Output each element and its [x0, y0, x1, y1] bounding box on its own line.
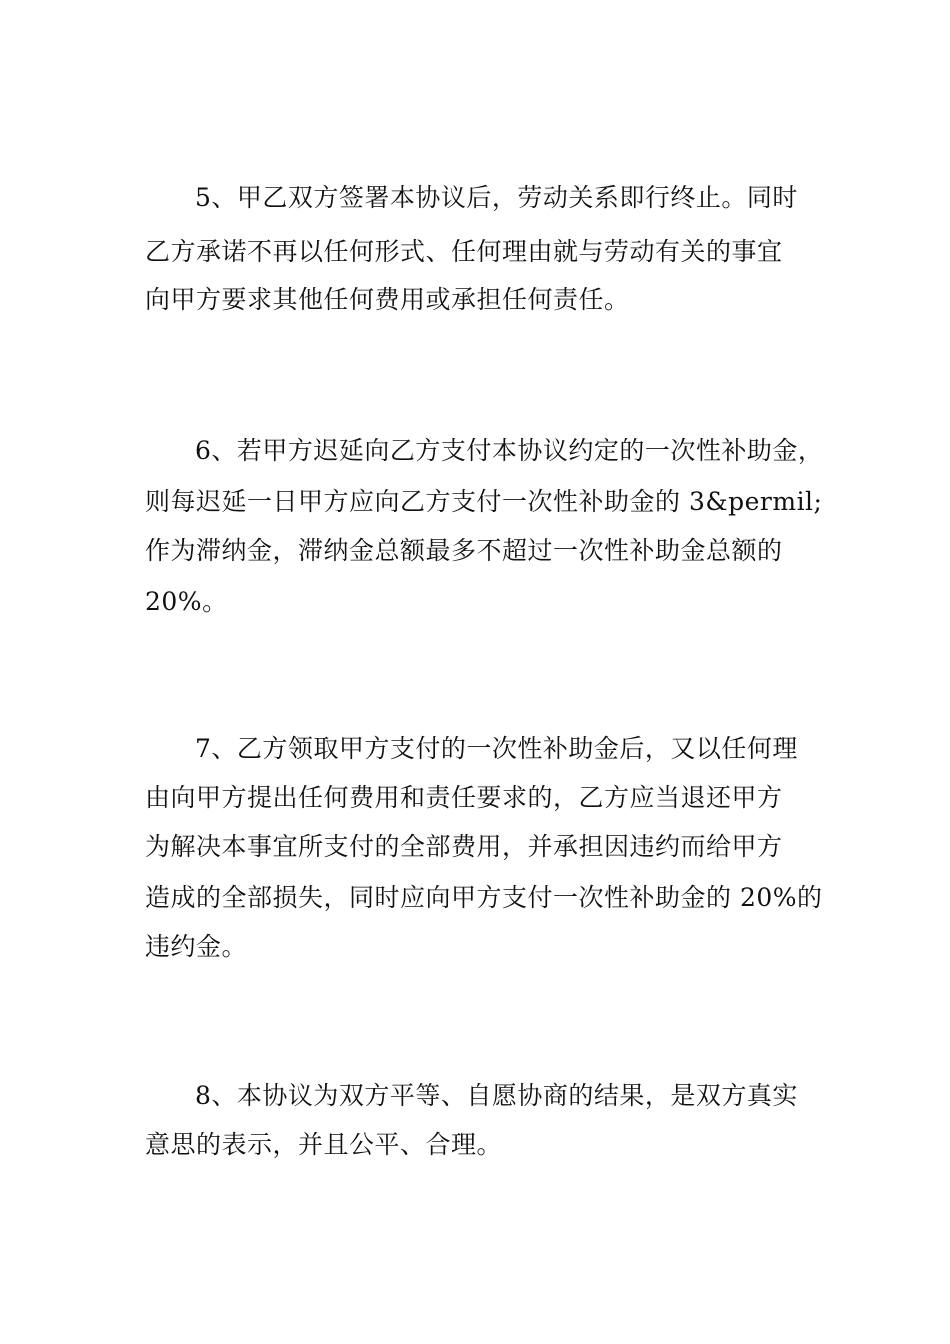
clause-7-line-5: 违约金。 [145, 932, 248, 961]
clause-5-line-2: 乙方承诺不再以任何形式、任何理由就与劳动有关的事宜 [145, 237, 783, 266]
clause-6-line-4: 20%。 [145, 587, 228, 616]
clause-8-line-1: 8、本协议为双方平等、自愿协商的结果，是双方真实 [195, 1081, 798, 1110]
clause-5-line-1: 5、甲乙双方签署本协议后，劳动关系即行终止。同时 [195, 183, 798, 212]
clause-6-line-3: 作为滞纳金，滞纳金总额最多不超过一次性补助金总额的 [145, 536, 783, 565]
clause-7-line-1: 7、乙方领取甲方支付的一次性补助金后，又以任何理 [195, 734, 798, 763]
clause-6-line-2: 则每迟延一日甲方应向乙方支付一次性补助金的 3&permil; [145, 487, 823, 516]
clause-7-line-2: 由向甲方提出任何费用和责任要求的，乙方应当退还甲方 [145, 783, 783, 812]
clause-8-line-2: 意思的表示，并且公平、合理。 [145, 1130, 503, 1159]
clause-6-line-1: 6、若甲方迟延向乙方支付本协议约定的一次性补助金， [195, 436, 824, 465]
clause-7-line-3: 为解决本事宜所支付的全部费用，并承担因违约而给甲方 [145, 832, 783, 861]
clause-7-line-4: 造成的全部损失，同时应向甲方支付一次性补助金的 20%的 [145, 883, 823, 912]
clause-5-line-3: 向甲方要求其他任何费用或承担任何责任。 [145, 285, 630, 314]
